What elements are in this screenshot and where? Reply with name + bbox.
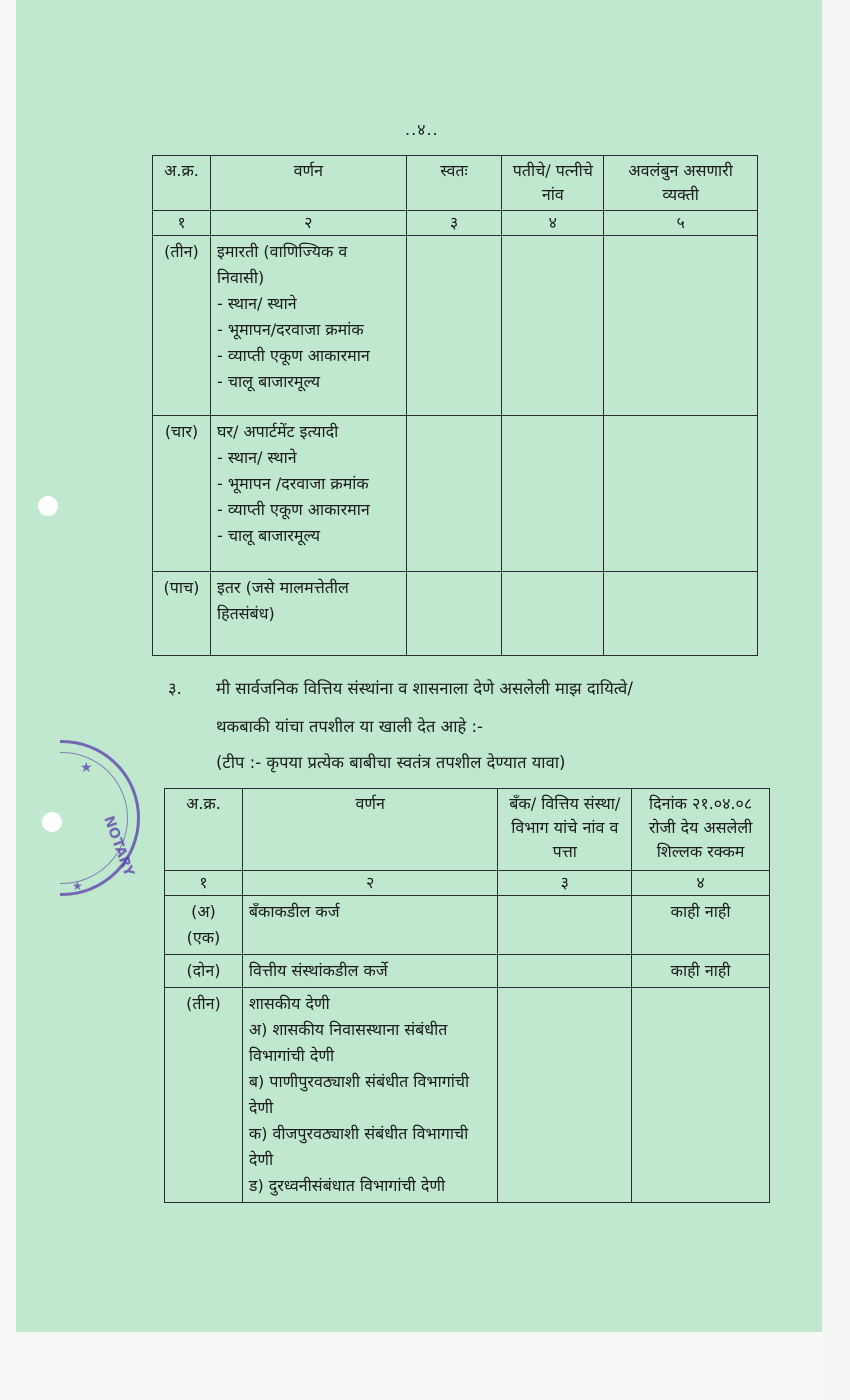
column-number-row: १ २ ३ ४ <box>165 871 770 896</box>
scan-margin <box>822 0 850 1400</box>
header-self: स्वतः <box>406 156 502 211</box>
balance-value: काही नाही <box>632 955 770 988</box>
header-description: वर्णन <box>210 156 406 211</box>
section-number: ३. <box>168 679 182 698</box>
header-bank: बँक/ वित्तिय संस्था/ विभाग यांचे नांव व पत्ता <box>498 789 632 871</box>
header-serial: अ.क्र. <box>165 789 243 871</box>
punch-hole <box>42 812 62 832</box>
header-row <box>153 156 758 211</box>
row-description: इतर (जसे मालमत्तेतील हितसंबंध) <box>210 572 406 656</box>
table-row: (अ) (एक) बँकाकडील कर्ज काही नाही <box>165 896 770 955</box>
column-number-row: १ २ ३ ४ ५ <box>153 211 758 236</box>
row-description: शासकीय देणी अ) शासकीय निवासस्थाना संबंधीत विभागांची देणी ब) पाणीपुरवठ्याशी संबंधीत विभागांची देणी क) वीजपुरवठ्याशी संबंधीत विभागाची देणी ड) दुरध्वनीसंबंधात विभागांची देणी <box>242 988 498 1203</box>
table-row: (दोन) वित्तीय संस्थांकडील कर्जे काही नाही <box>165 955 770 988</box>
section-text-line2: थकबाकी यांचा तपशील या खाली देत आहे :- <box>216 717 484 736</box>
punch-hole <box>38 496 58 516</box>
table-row: (चार) घर/ अपार्टमेंट इत्यादी - स्थान/ स्थाने - भूमापन /दरवाजा क्रमांक - व्याप्ती एकूण आकारमान - चालू बाजारमूल्य <box>153 416 758 572</box>
balance-value: काही नाही <box>632 896 770 955</box>
assets-table <box>152 155 758 656</box>
table-row: (तीन) इमारती (वाणिज्यिक व निवासी) - स्थान/ स्थाने - भूमापन/दरवाजा क्रमांक - व्याप्ती एकूण आकारमान - चालू बाजारमूल्य <box>153 236 758 416</box>
header-row <box>165 789 770 871</box>
table-row: (तीन) शासकीय देणी अ) शासकीय निवासस्थाना संबंधीत विभागांची देणी ब) पाणीपुरवठ्याशी संबंधीत विभागांची देणी क) वीजपुरवठ्याशी संबंधीत विभागाची देणी ड) दुरध्वनीसंबंधात विभागांची देणी <box>165 988 770 1203</box>
section-text-line1: मी सार्वजनिक वित्तिय संस्थांना व शासनाला देणे असलेली माझ दायित्वे/ <box>216 679 633 698</box>
liabilities-table <box>164 788 770 1203</box>
page-number: ..४.. <box>405 120 439 139</box>
header-dependent: अवलंबुन असणारी व्यक्ती <box>604 156 758 211</box>
header-balance: दिनांक २१.०४.०८ रोजी देय असलेली शिल्लक रक्कम <box>632 789 770 871</box>
row-description: इमारती (वाणिज्यिक व निवासी) - स्थान/ स्थाने - भूमापन/दरवाजा क्रमांक - व्याप्ती एकूण आकारमान - चालू बाजारमूल्य <box>210 236 406 416</box>
svg-text:★: ★ <box>72 879 83 893</box>
notary-stamp <box>60 740 144 900</box>
stamp-graphic <box>60 740 144 900</box>
section-note: (टीप :- कृपया प्रत्येक बाबीचा स्वतंत्र तपशील देण्यात यावा) <box>216 753 566 772</box>
header-spouse: पतीचे/ पत्नीचे नांव <box>502 156 604 211</box>
header-description: वर्णन <box>242 789 498 871</box>
svg-text:★: ★ <box>80 760 93 776</box>
row-description: घर/ अपार्टमेंट इत्यादी - स्थान/ स्थाने - भूमापन /दरवाजा क्रमांक - व्याप्ती एकूण आकारमान - चालू बाजारमूल्य <box>210 416 406 572</box>
svg-text:NOTARY: NOTARY <box>100 813 137 879</box>
header-serial: अ.क्र. <box>153 156 211 211</box>
table-row: (पाच) इतर (जसे मालमत्तेतील हितसंबंध) <box>153 572 758 656</box>
